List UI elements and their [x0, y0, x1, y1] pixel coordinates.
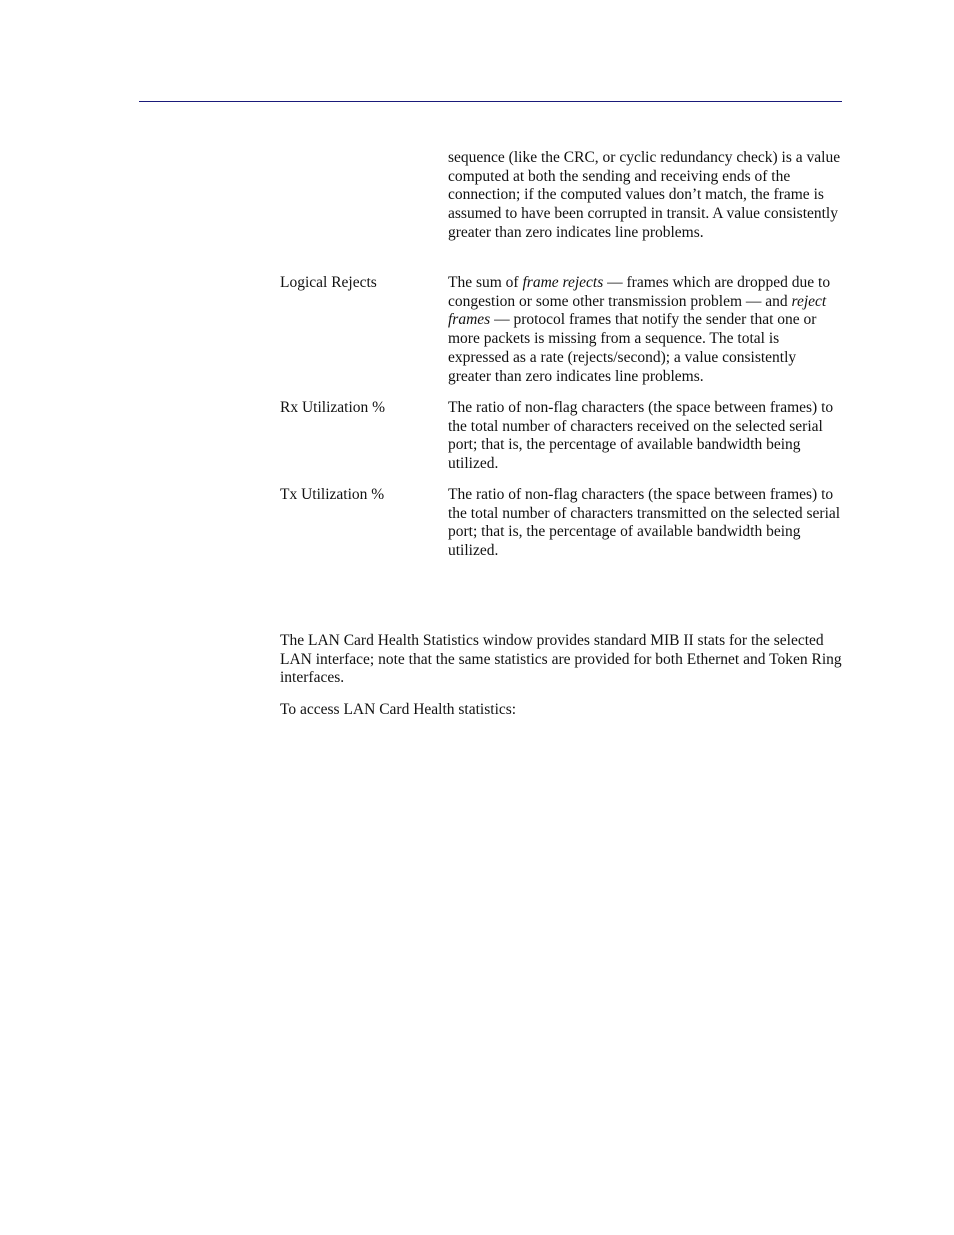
- term-reject-frames: reject frames: [448, 292, 827, 329]
- term-tx-utilization: Tx Utilization %: [280, 486, 385, 503]
- definition-tx-utilization: The ratio of non-flag characters (the space between frames) to the total number of characters transmitted on the selected serial port; that is, the percentage of available bandwidth being utilized.: [448, 486, 841, 560]
- definition-logical-rejects: [448, 274, 842, 386]
- header-rule: [139, 101, 842, 102]
- definition-rx-utilization: The ratio of non-flag characters (the space between frames) to the total number of characters received on the selected serial port; that is, the percentage of available bandwidth being utilized.: [448, 399, 834, 473]
- definition-text: The sum of: [448, 274, 523, 291]
- term-frame-rejects: frame rejects: [522, 274, 604, 291]
- body-paragraph-access: To access LAN Card Health statistics:: [280, 701, 517, 718]
- body-paragraph-lan-card: The LAN Card Health Statistics window provides standard MIB II stats for the selected LAN interface; note that the same statistics are provided for both Ethernet and Token Ring interfaces.: [280, 632, 842, 687]
- definition-text: — protocol frames that notify the sender that one or more packets is missing from a sequence. The total is expressed as a rate (rejects/second); a value consistently greater than zero indicates line problems.: [448, 311, 817, 385]
- definition-text: — frames which are dropped due to congestion or some other transmission problem — and: [448, 274, 831, 310]
- term-rx-utilization: Rx Utilization %: [280, 399, 386, 416]
- term-logical-rejects: Logical Rejects: [280, 274, 377, 291]
- definition-crc-continuation: sequence (like the CRC, or cyclic redundancy check) is a value computed at both the sending and receiving ends of the connection; if the computed values don’t match, the frame is assumed to have been corrupted in transit. A value consistently greater than zero indicates line problems.: [448, 149, 841, 241]
